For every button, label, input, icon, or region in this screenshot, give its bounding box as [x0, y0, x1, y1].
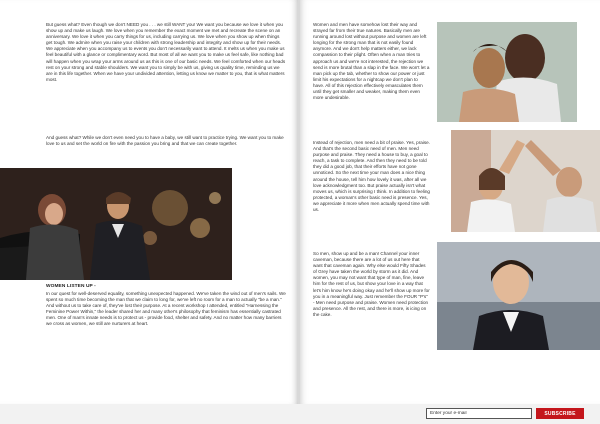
photo-couple-at-car-graphic [0, 168, 232, 280]
right-paragraph-1: Women and men have somehow lost their way and strayed far from their true natures. Basically men are running around lost without purpose and women are left longing for the strong man that is not easily found anymore. And we don't help matters either, we lack compassion to their plight. Often when a man tries to approach us and we're not interested, the rejection we send is more brutal than a slap in the face. We won't let a man pick up the tab, whether to show our power or just limit his expectations for a nightcap we don't plan to have. All of this rejection effectively emasculates them until they get smaller and weaker, making them even more undesirable. [313, 22, 430, 101]
women-listen-up-heading: WOMEN LISTEN UP - [46, 284, 96, 289]
left-paragraph-1: But guess what? Even though we don't NEED you . . . we still WANT you! We want you because we love it when you show up and make us laugh. We love when you remember the exact moment we met and recreate the scene on an anniversary. We love it when you carry things for us, including carrying us. We love when you show up when things get tough. We admire when you raise your children with strong leadership and integrity and show up for their needs. We appreciate when you accompany us to events you don't necessarily want to attend. It melts us when you make us feel beautiful with a glance or complimentary word. But most of all we want you to make us feel safe, like nothing bad will happen when you wrap your arms around us as this is one of our basic needs. We feel comforted when our heads rest on your strong and stable shoulders. We want you to simply be with us, giving us quality time, reminding us we are in this life together. When we have your undivided attention, letting us know we matter to you, that is what matters most. [46, 22, 286, 82]
left-paragraph-2: And guess what? While we don't even need you to have a baby, we still want to practice trying. We want you to make love to us and set the world on fire with the passion you bring and that we can create together. [46, 135, 284, 147]
photo-couple-at-car [0, 168, 232, 280]
photo-business-woman [437, 242, 600, 350]
photo-couple-embrace [437, 22, 577, 122]
photo-couple-embrace-graphic [437, 22, 577, 122]
photo-business-woman-graphic [437, 242, 600, 350]
photo-high-five-graphic [451, 130, 600, 232]
email-input[interactable] [426, 408, 532, 419]
left-page [0, 0, 298, 404]
photo-high-five [451, 130, 600, 232]
subscribe-button[interactable]: SUBSCRIBE [536, 408, 584, 419]
right-paragraph-3: So men, show up and be a man! Channel your inner caveman, because there are a lot of us out here that want that caveman again. Why else would Fifty Shades of Grey have taken the world by storm as it did. And women, you may not want that type of man, fine, leave him for the rest of us, but show your love in a way that let's him know he's doing okay and he'll show up more for you in a meaningful way. Just remember the FOUR "P's" - Men need purpose and praise. Women need protection and presence. All the rest, and there is more, is icing on the cake. [313, 251, 430, 317]
right-paragraph-2: Instead of rejection, men need a bit of praise. Yes, praise. And that's the second basic need of men. Men need purpose and praise. They need a house to buy, a goal to reach, a task to complete. And then they need to be told they did a good job, that their efforts have not gone unnoticed. So the next time your man does a nice thing around the house, tell him how lovely it was, after all we love acknowledgment too. But praise actually isn't what moves us, which is surprising I think. In addition to feeling protected, a woman's other basic need is presence. Yes, we appreciate it more when men actually spend time with us. [313, 140, 430, 213]
left-paragraph-3: In our quest for well-deserved equality, something unexpected happened. We've taken the wind out of men's sails. We spent so much time becoming the man that we claim to long for, we've left no room for a man to actually "be a man." And without us to take care of, they've lost their purpose. At a recent workshop I attended, entitled "Harnessing the Feminine Power Within," the leader shared her and many other's philosophy that feminism has essentially castrated men. One of man's innate needs is to protect us - provide food, shelter and safety. And no matter how many barriers we cross as women, we still are nurturers at heart. [46, 291, 286, 327]
